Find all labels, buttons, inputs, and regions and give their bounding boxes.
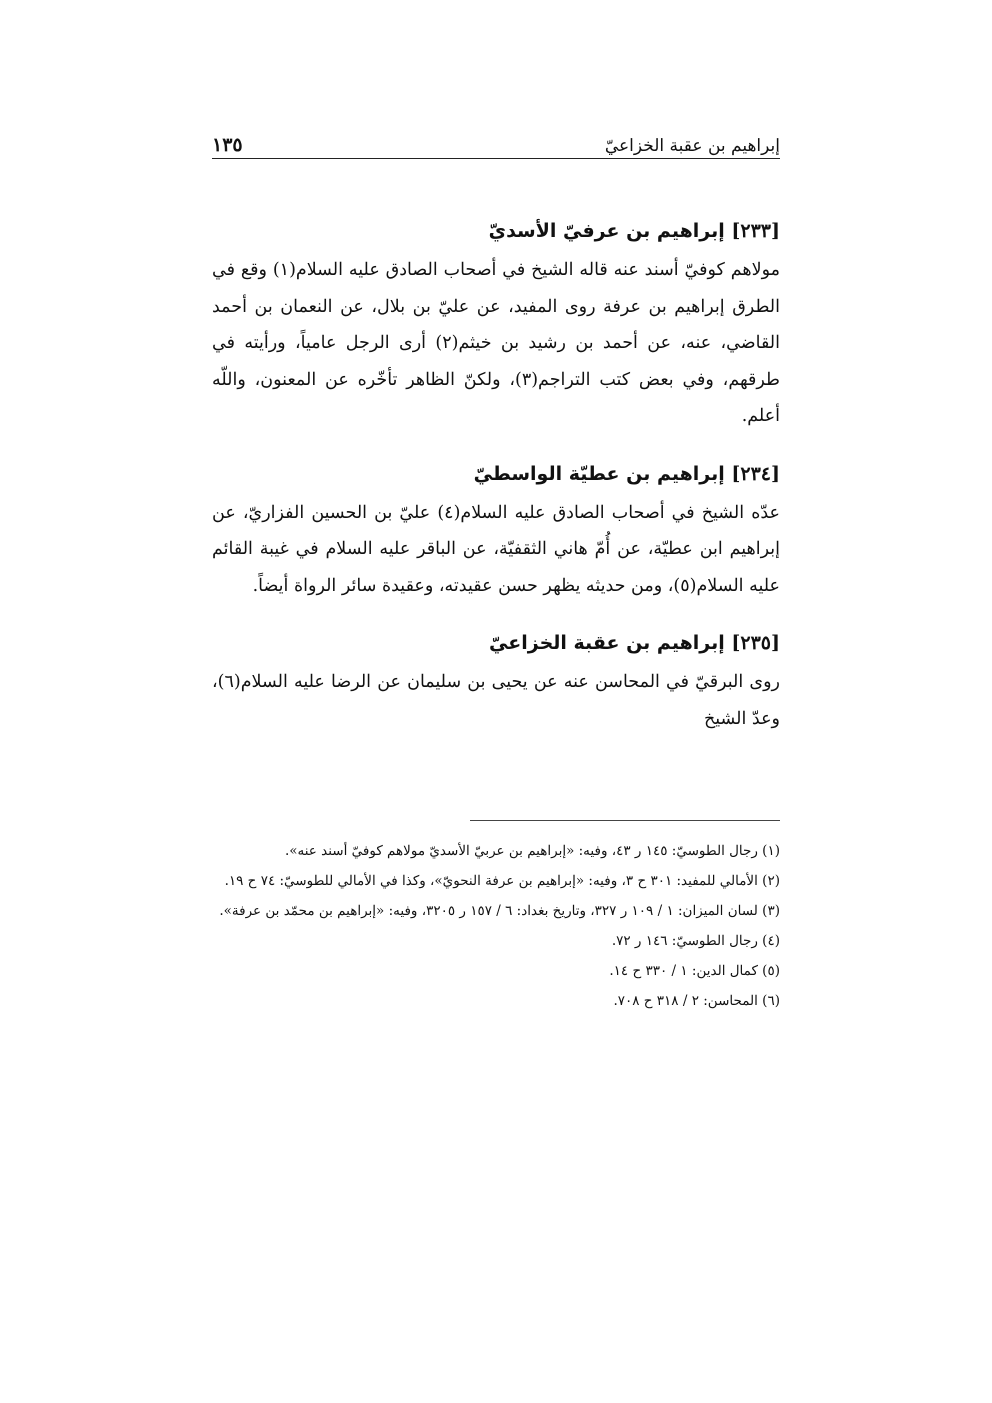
entry-233 [212, 216, 780, 435]
entry-name: إبراهيم بن عقبة الخزاعيّ [489, 632, 725, 654]
entry-234 [212, 459, 780, 605]
entry-heading [212, 459, 780, 489]
entry-number: [٢٣٥] [731, 632, 780, 654]
footnote: (٢) الأمالي للمفيد: ٣٠١ ح ٣، وفيه: «إبراهيم بن عرفة النحويّ»، وكذا في الأمالي للطوسيّ: ٧٤ ح ١٩. [224, 873, 780, 889]
entry-text: مولاهم كوفيّ أسند عنه قاله الشيخ في أصحاب الصادق عليه السلام(١) وقع في الطرق إبراهيم بن عرفة روى المفيد، عن عليّ بن بلال، عن النعمان بن أحمد القاضي، عنه، عن أحمد بن رشيد بن خيثم(٢) أرى الرجل عامياً، ورأيته في طرقهم، وفي بعض كتب التراجم(٣)، ولكنّ الظاهر تأخّره عن المعنون، واللّه أعلم. [212, 260, 781, 426]
entry-text: عدّه الشيخ في أصحاب الصادق عليه السلام(٤) عليّ بن الحسين الفزاريّ، عن إبراهيم ابن عطيّة، عن أُمّ هاني الثقفيّة، عن الباقر عليه السلام في غيبة القائم عليه السلام(٥)، ومن حديثه يظهر حسن عقيدته، وعقيدة سائر الرواة أيضاً. [212, 502, 781, 596]
footnote: (٥) كمال الدين: ١ / ٣٣٠ ح ١٤. [609, 963, 780, 979]
footnote-separator [470, 820, 780, 821]
page-header [212, 122, 780, 156]
footnote: (٦) المحاسن: ٢ / ٣١٨ ح ٧٠٨. [613, 993, 780, 1009]
entry-heading [212, 216, 780, 246]
entry-number: [٢٣٤] [731, 462, 780, 485]
entry-name: إبراهيم بن عرفيّ الأسديّ [488, 220, 725, 242]
footnote: (١) رجال الطوسيّ: ١٤٥ ر ٤٣، وفيه: «إبراهيم بن عربيّ الأسديّ مولاهم كوفيّ أسند عنه». [284, 843, 780, 859]
running-title: إبراهيم بن عقبة الخزاعيّ [604, 136, 780, 156]
entry-heading [212, 628, 780, 658]
footnotes [212, 836, 780, 1016]
page-number: ١٣٥ [212, 134, 243, 156]
entry-text: روى البرقيّ في المحاسن عنه عن يحيى بن سليمان عن الرضا عليه السلام(٦)، وعدّ الشيخ [212, 672, 780, 729]
footnote: (٣) لسان الميزان: ١ / ١٠٩ ر ٣٢٧، وتاريخ بغداد: ٦ / ١٥٧ ر ٣٢٠٥، وفيه: «إبراهيم بن محمّد بن عرفة». [219, 903, 780, 919]
entry-name: إبراهيم بن عطيّة الواسطيّ [473, 462, 725, 485]
main-text [212, 216, 780, 761]
footnote: (٤) رجال الطوسيّ: ١٤٦ ر ٧٢. [611, 933, 780, 949]
entry-235 [212, 628, 780, 737]
header-rule [212, 158, 780, 159]
entry-number: [٢٣٣] [731, 220, 780, 242]
